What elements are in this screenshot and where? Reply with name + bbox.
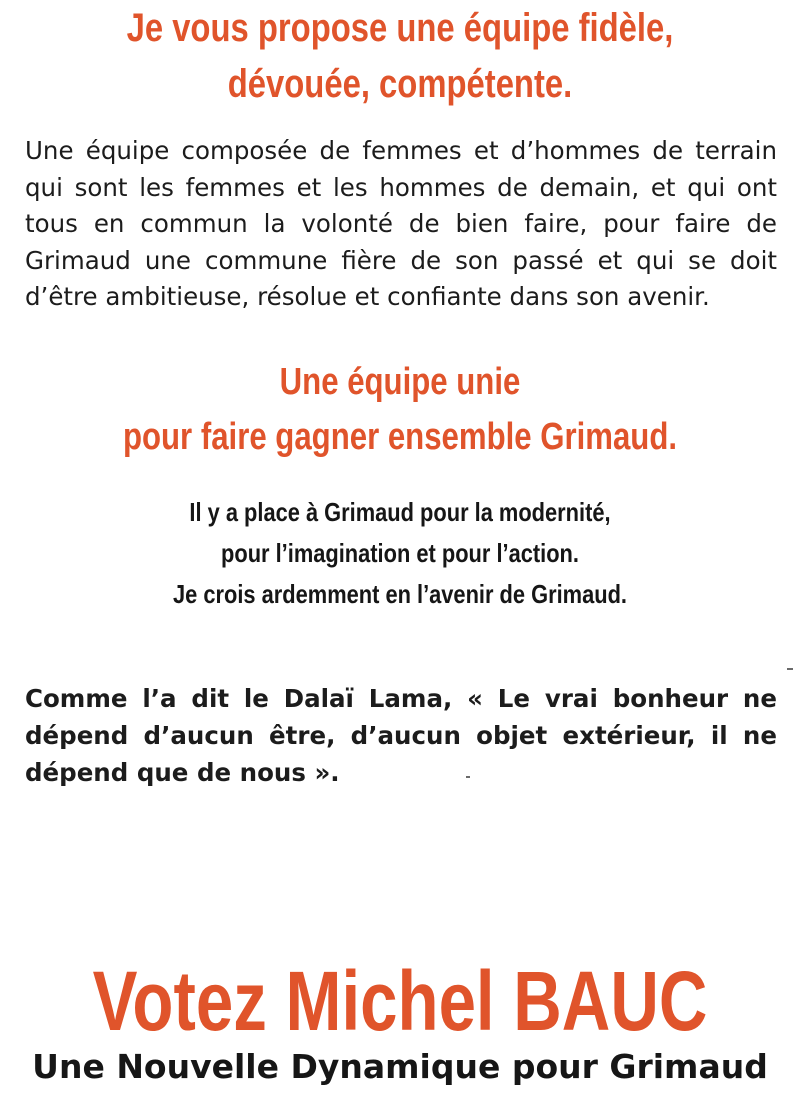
united-team-heading [72, 355, 728, 465]
team-heading-line-2: dévouée, compétente. [227, 62, 573, 106]
team-heading-line-1: Je vous propose une équipe fidèle, [126, 6, 674, 50]
united-heading-line-1: Une équipe unie [279, 361, 521, 403]
campaign-slogan: Une Nouvelle Dynamique pour Grimaud [32, 1047, 768, 1086]
team-heading [72, 0, 728, 112]
conviction-line-1: Il y a place à Grimaud pour la modernité, [189, 497, 611, 527]
team-paragraph: Une équipe composée de femmes et d’hommes de terrain qui sont les femmes et les hommes de demain, et qui ont tous en commun la volonté de bien faire, pour faire de Grimaud une commune fière de son passé et qui se doit d’être ambitieuse, résolue et confiante dans son avenir. [25, 136, 777, 311]
vote-title: Votez Michel BAUC [92, 954, 708, 1048]
conviction-statement [64, 492, 736, 615]
conviction-line-2: pour l’imagination et pour l’action. [221, 538, 579, 568]
scan-speck [787, 668, 793, 670]
dalai-lama-quote: Comme l’a dit le Dalaï Lama, « Le vrai bonheur ne dépend d’aucun être, d’aucun objet extérieur, il ne dépend que de nous ». [25, 684, 777, 787]
united-heading-line-2: pour faire gagner ensemble Grimaud. [122, 416, 678, 458]
conviction-line-3: Je crois ardemment en l’avenir de Grimaud. [173, 579, 627, 609]
scan-speck [466, 776, 470, 778]
